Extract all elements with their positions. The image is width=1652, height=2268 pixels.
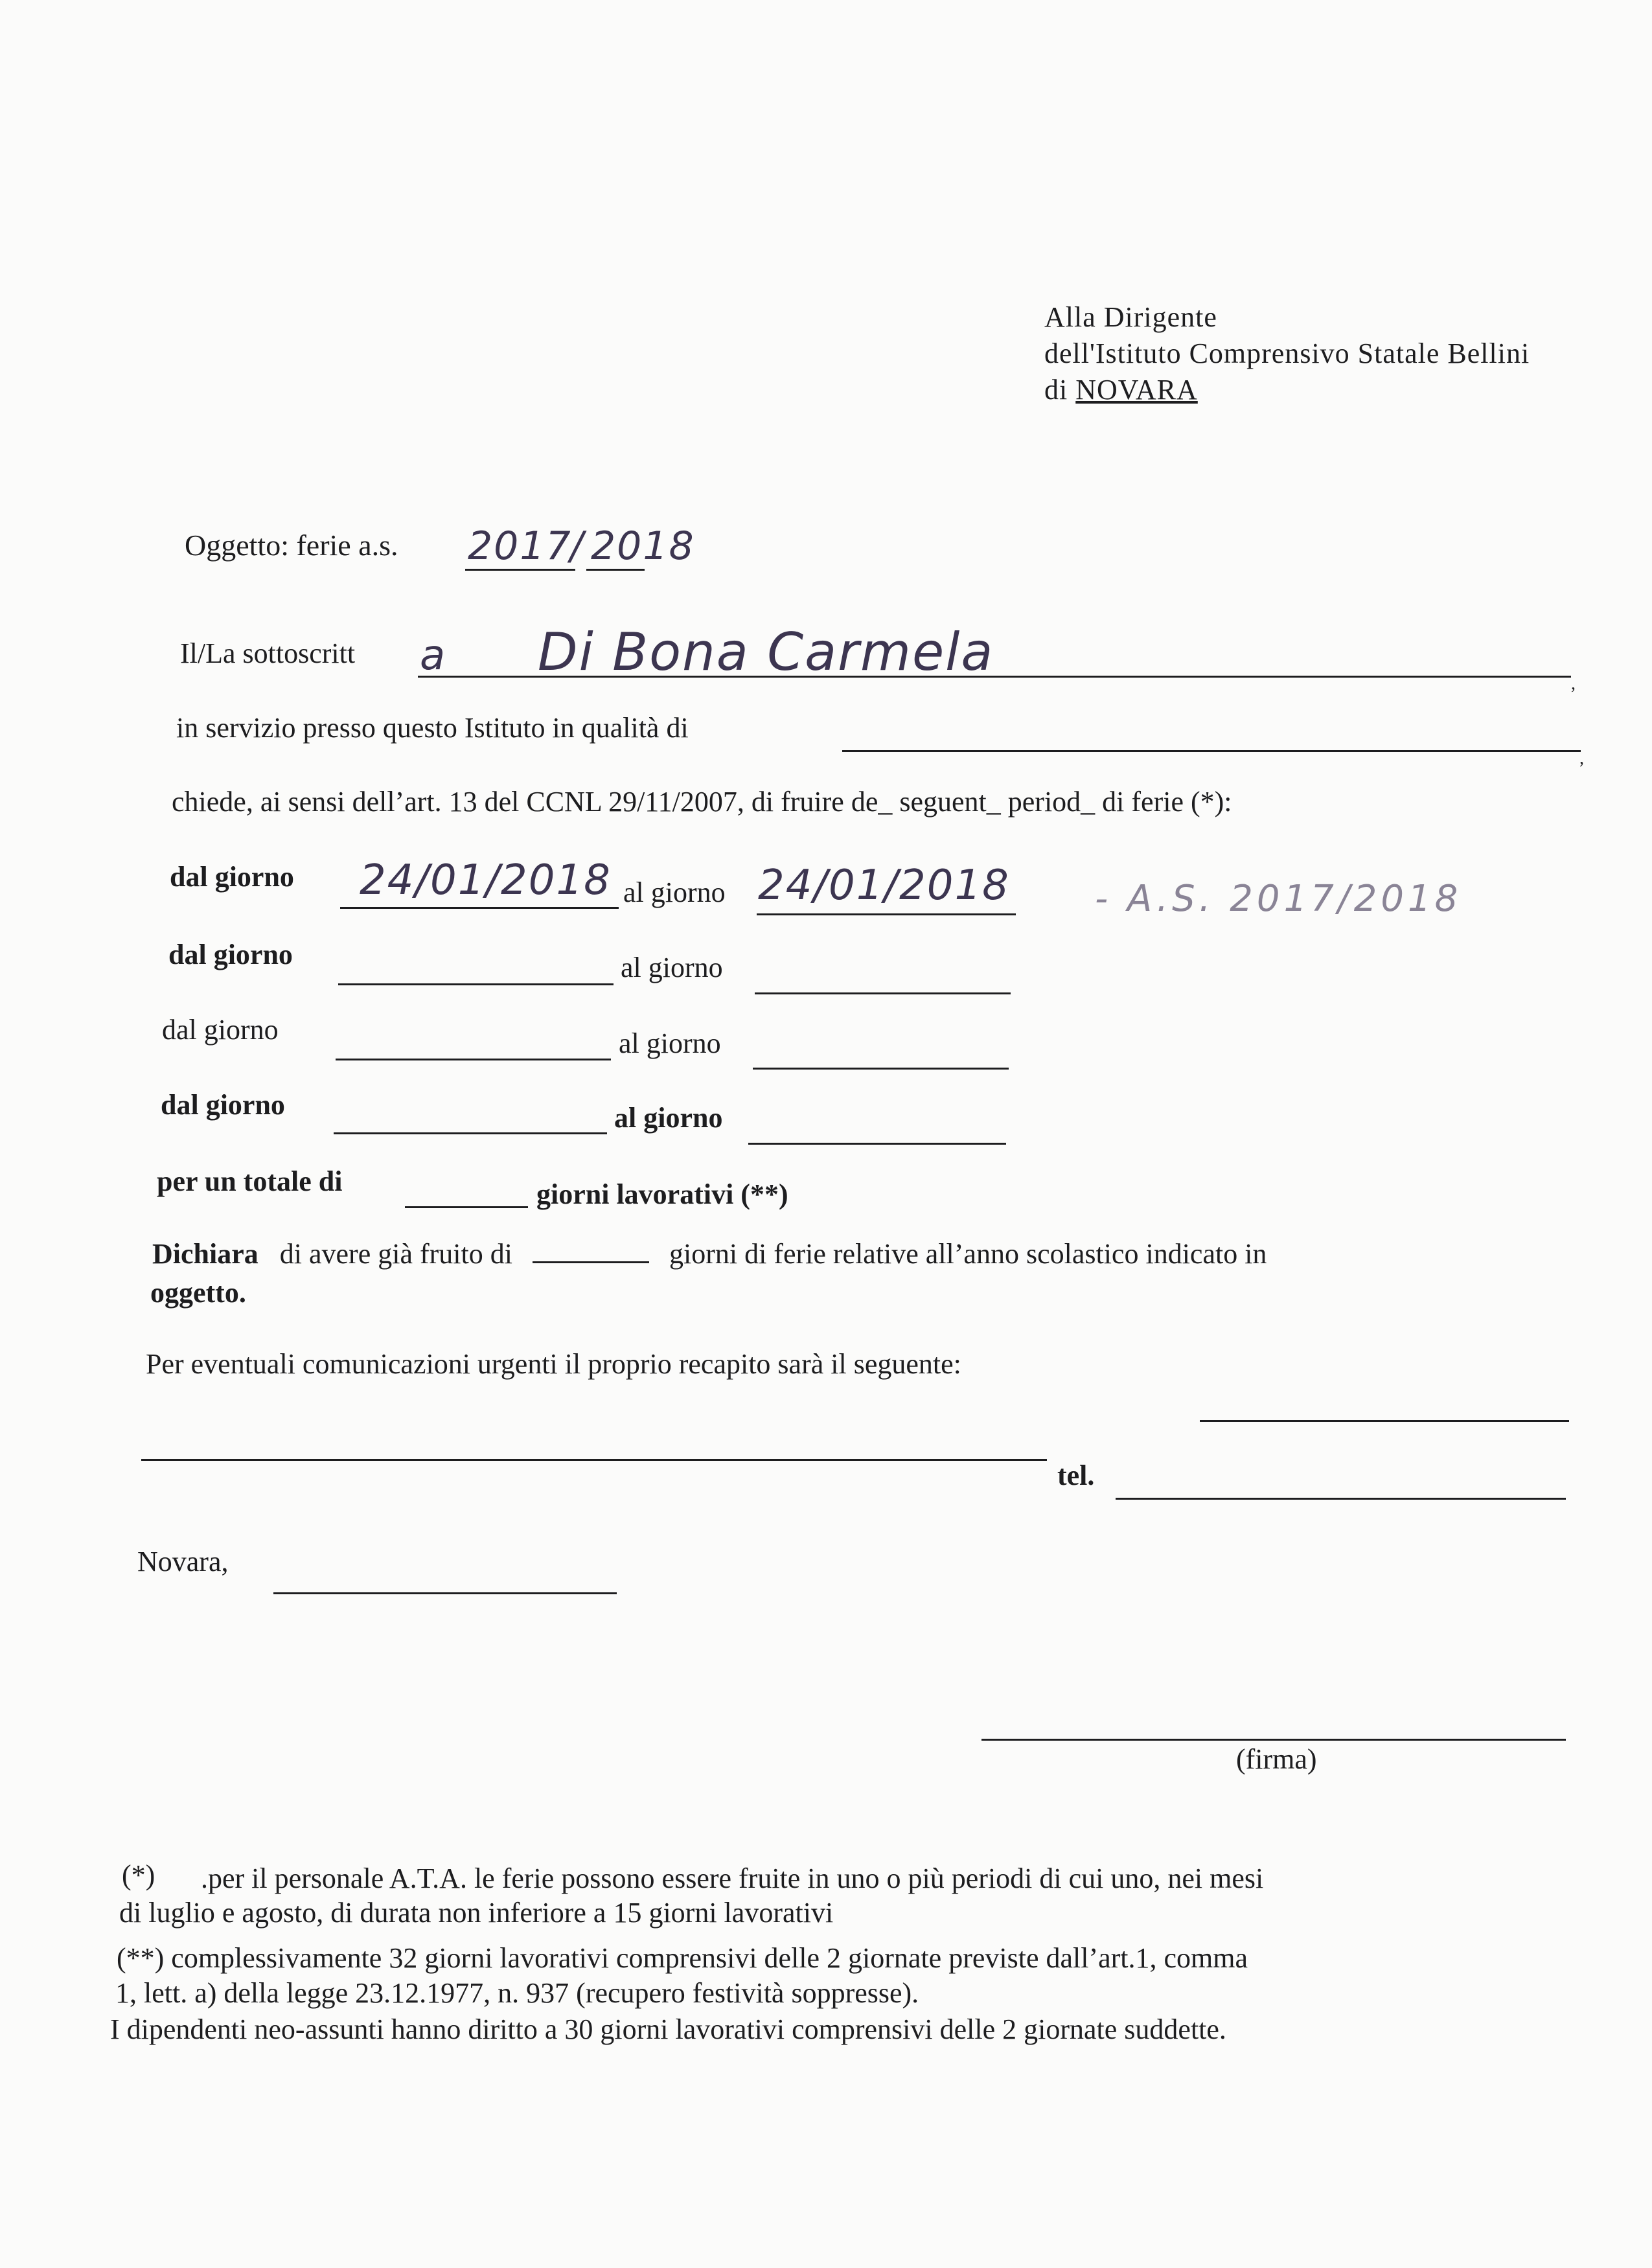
period-2-from-field[interactable] [338, 983, 614, 985]
period-3-to-label: al giorno [619, 1027, 721, 1059]
total-prefix: per un totale di [157, 1165, 343, 1197]
recipient-line-2: dell'Istituto Comprensivo Statale Bellini [1044, 338, 1530, 369]
contact-address-field-2[interactable] [141, 1459, 1047, 1461]
period-1-to-value: 24/01/2018 [758, 862, 1010, 910]
period-1-from-value: 24/01/2018 [360, 856, 612, 904]
total-suffix: giorni lavorativi (**) [536, 1178, 788, 1210]
footnote-3: I dipendenti neo-assunti hanno diritto a 30 giorni lavorativi comprensivi delle 2 giornate suddette. [110, 2013, 1226, 2045]
declaration-word: Dichiara [152, 1238, 258, 1270]
period-4-to-label: al giorno [614, 1102, 723, 1134]
footnote-1-line-2: di luglio e agosto, di durata non inferiore a 15 giorni lavorativi [119, 1897, 834, 1929]
recipient-block [1044, 299, 1530, 408]
date-field[interactable] [273, 1592, 617, 1594]
subject-year-end: 2018 [591, 523, 695, 569]
footnote-1-line-1: .per il personale A.T.A. le ferie possono essere fruite in uno o più periodi di cui uno, nei mesi [201, 1862, 1264, 1894]
contact-label: Per eventuali comunicazioni urgenti il proprio recapito sarà il seguente: [146, 1348, 961, 1380]
total-days-field[interactable] [405, 1206, 528, 1208]
declaration-line-2: oggetto. [150, 1277, 246, 1309]
service-role-field[interactable] [842, 750, 1581, 752]
period-1-note: - A.S. 2017/2018 [1095, 878, 1462, 920]
period-4-to-field[interactable] [748, 1143, 1006, 1145]
period-4-from-label: dal giorno [161, 1089, 285, 1121]
subject-year-start: 2017 [468, 523, 572, 569]
signature-field[interactable] [981, 1739, 1566, 1741]
period-2-from-label: dal giorno [168, 939, 293, 970]
leave-request-form: Alla Dirigente dell'Istituto Comprensivo Statale Bellini di NOVARA Oggetto: ferie a.s. 2017 / 2018 Il/La sottoscritt , a Di Bona Carmela in servizio presso questo Istituto in qualità di , chiede, ai sensi dell’art. 13 del CCNL 29/11/2007, di fruire de_ seguent_ period_ di ferie (*): dal giorno 24/01/2018 al giorno 24/01/2018 - A.S. 2017/2018 dal giorno al giorno dal giorno al giorno dal giorno al giorno per un totale di giorni lavorativi (**) Dichiara di avere già fruito di giorni di ferie relative all’anno scolastico indicato in oggetto. Per eventuali comunicazioni urgenti il proprio recapito sarà il seguente: tel. Novara, (firma) (*) .per il personale A.T.A. le ferie possono essere fruite in uno o più periodi di cui uno, nei mesi di luglio e agosto, di durata non inferiore a 15 giorni lavorativi (**) complessivamente 32 giorni lavorativi comprensivi delle 2 giornate previste dall’art.1, comma 1, lett. a) della legge 23.12.1977, n. 937 (recupero festività soppresse). I dipendenti neo-assunti hanno diritto a 30 giorni lavorativi comprensivi delle 2 giornate suddette. [0, 0, 1652, 2268]
footnote-1-mark: (*) [122, 1859, 155, 1891]
request-text: chiede, ai sensi dell’art. 13 del CCNL 29/11/2007, di fruire de_ seguent_ period_ di ferie (*): [172, 786, 1232, 818]
declarant-name: Di Bona Carmela [538, 622, 994, 682]
footnote-2-line-2: 1, lett. a) della legge 23.12.1977, n. 937 (recupero festività soppresse). [115, 1977, 919, 2009]
subject-label: Oggetto: ferie a.s. [185, 529, 398, 562]
tel-field[interactable] [1116, 1498, 1566, 1500]
tel-label: tel. [1057, 1460, 1095, 1491]
recipient-line-3: di NOVARA [1044, 374, 1198, 406]
service-label: in servizio presso questo Istituto in qualità di [176, 712, 689, 744]
period-1-from-field[interactable] [340, 907, 619, 909]
place-label: Novara, [137, 1546, 229, 1577]
period-1-to-label: al giorno [623, 876, 726, 908]
period-3-from-label: dal giorno [162, 1014, 279, 1046]
period-3-from-field[interactable] [336, 1059, 611, 1060]
footnote-2-line-1: (**) complessivamente 32 giorni lavorativi comprensivi delle 2 giornate previste dall’art.1, comma [117, 1942, 1248, 1974]
declaration-line-1: Dichiara di avere già fruito di giorni di ferie relative all’anno scolastico indicato in [152, 1238, 1267, 1270]
period-1-from-label: dal giorno [170, 861, 294, 893]
used-days-field[interactable] [533, 1242, 649, 1263]
signature-label: (firma) [1236, 1743, 1317, 1775]
declarant-suffix: a [420, 632, 447, 680]
recipient-city: NOVARA [1075, 374, 1198, 406]
subject-separator: / [570, 523, 585, 569]
period-2-to-label: al giorno [621, 952, 723, 983]
recipient-line-1: Alla Dirigente [1044, 301, 1217, 333]
period-3-to-field[interactable] [753, 1068, 1009, 1070]
period-4-from-field[interactable] [334, 1132, 607, 1134]
contact-address-field-1[interactable] [1200, 1420, 1569, 1422]
period-2-to-field[interactable] [755, 992, 1011, 994]
declarant-label: Il/La sottoscritt [180, 637, 356, 669]
period-1-to-field[interactable] [757, 913, 1016, 915]
